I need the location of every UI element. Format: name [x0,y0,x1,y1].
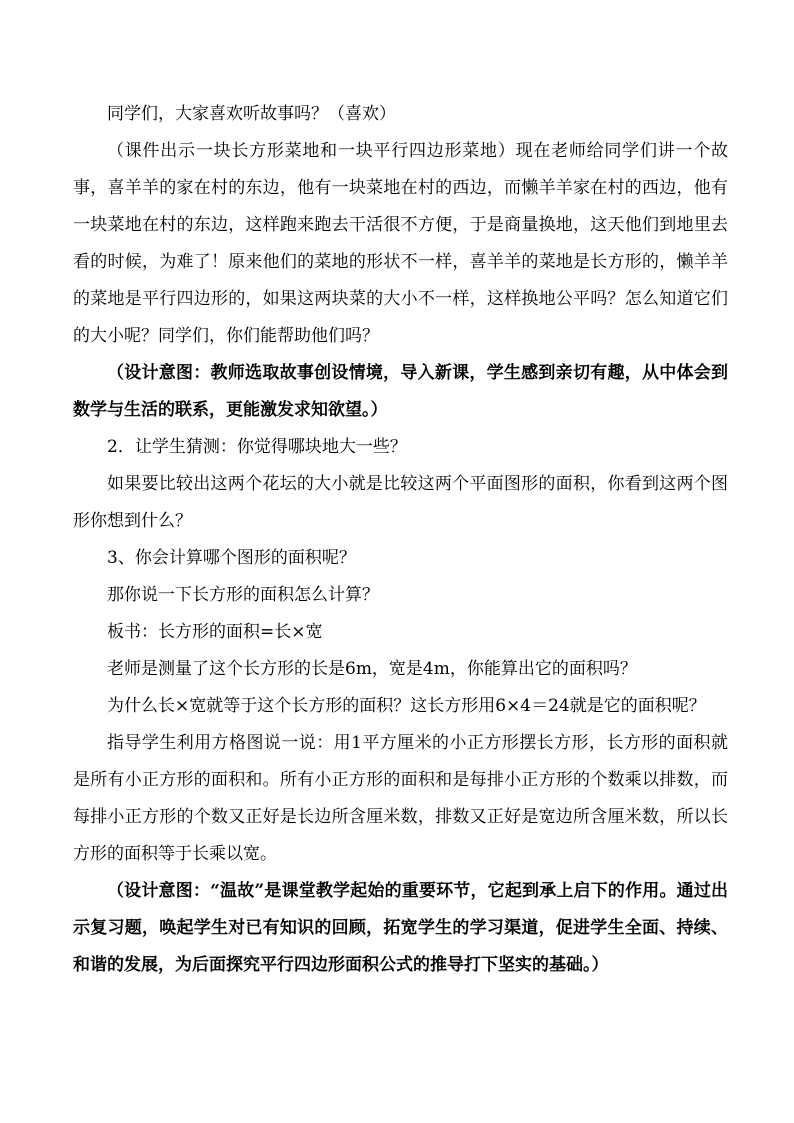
paragraph-guide: 指导学生利用方格图说一说：用1平方厘米的小正方形摆长方形，长方形的面积就是所有小正方形的面积和。所有小正方形的面积和是每排小正方形的个数乘以排数，而每排小正方形的个数又正好是长边所含厘米数，排数又正好是宽边所含厘米数，所以长方形的面积等于长乘以宽。 [73,733,728,864]
paragraph-board: 板书：长方形的面积=长×宽 [107,622,323,642]
paragraph-step-3: 3、你会计算哪个图形的面积呢？ [107,548,356,568]
paragraph-step-2: 2．让学生猜测：你觉得哪块地大一些？ [107,437,407,457]
paragraph-intro-question: 同学们，大家喜欢听故事吗？（喜欢） [107,104,396,124]
paragraph-why: 为什么长×宽就等于这个长方形的面积？这长方形用6×4＝24就是它的面积呢？ [107,696,706,716]
paragraph-design-intent-1: （设计意图：教师选取故事创设情境，导入新课，学生感到亲切有趣，从中体会到数学与生活的联系，更能激发求知欲望。） [73,363,728,420]
paragraph-story: （课件出示一块长方形菜地和一块平行四边形菜地）现在老师给同学们讲一个故事，喜羊羊的家在村的东边，他有一块菜地在村的西边，而懒羊羊家在村的西边，他有一块菜地在村的东边，这样跑来跑去干活很不方便，于是商量换地，这天他们到地里去看的时候，为难了！原来他们的菜地的形状不一样，喜羊羊的菜地是长方形的，懒羊羊的菜地是平行四边形的，如果这两块菜的大小不一样，这样换地公平吗？怎么知道它们的大小呢？同学们，你们能帮助他们吗？ [73,141,728,346]
paragraph-design-intent-2: （设计意图：“温故”是课堂教学起始的重要环节，它起到承上启下的作用。通过出示复习题，唤起学生对已有知识的回顾，拓宽学生的学习渠道，促进学生全面、持续、和谐的发展，为后面探究平行四边形面积公式的推导打下坚实的基础。） [73,881,728,975]
paragraph-measure: 老师是测量了这个长方形的长是6m，宽是4m，你能算出它的面积吗？ [107,659,637,679]
document-body [73,96,728,984]
paragraph-ask-rect: 那你说一下长方形的面积怎么计算？ [107,585,379,605]
paragraph-compare: 如果要比较出这两个花坛的大小就是比较这两个平面图形的面积，你看到这两个图形你想到什么？ [73,474,728,531]
